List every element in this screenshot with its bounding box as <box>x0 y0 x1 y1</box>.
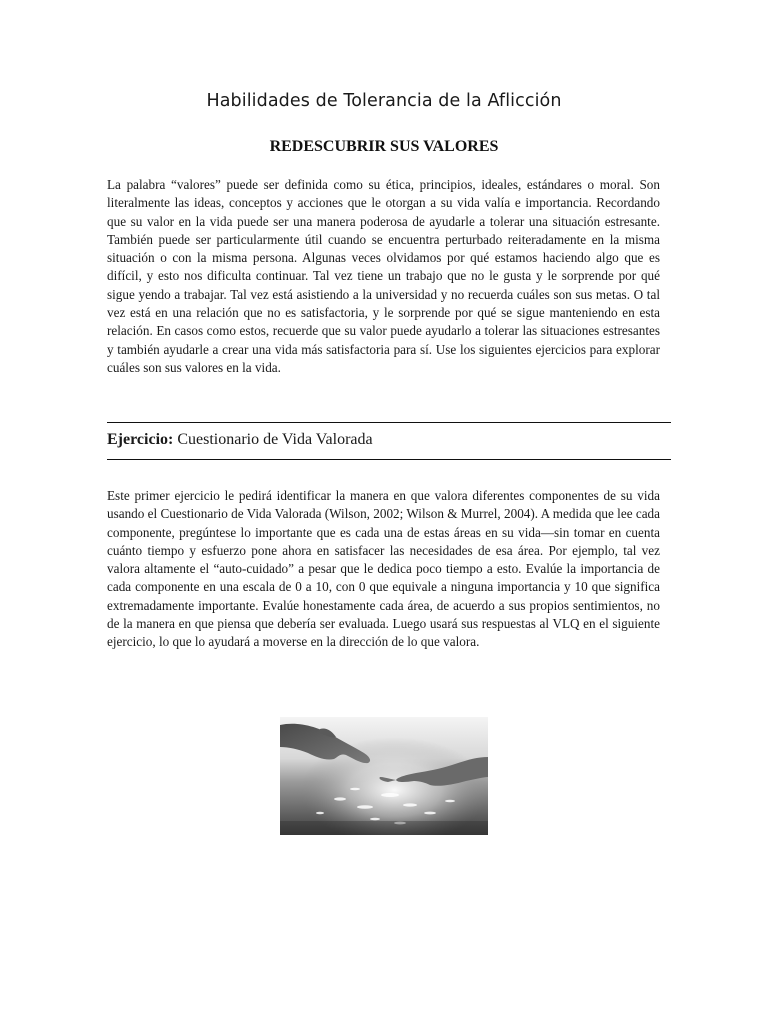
intro-paragraph: La palabra “valores” puede ser definida como su ética, principios, ideales, estándares o moral. Son literalmente las ideas, conceptos y acciones que le otorgan a su vida valía e importancia. Recordando que su valor en la vida puede ser una manera poderosa de ayudarle a tolerar una situación estresante. También puede ser particularmente útil cuando se encuentra perturbado reiteradamente en la misma situación o con la misma persona. Algunas veces olvidamos por qué estamos haciendo algo que es difícil, y esto nos dificulta continuar. Tal vez tiene un trabajo que no le gusta y le sorprende por qué sigue yendo a trabajar. Tal vez está asistiendo a la universidad y no recuerda cuáles son sus metas. O tal vez está en una relación que no es satisfactoria, y le sorprende por qué se sigue manteniendo en esta relación. En casos como estos, recuerde que su valor puede ayudarlo a tolerar las situaciones estresantes y también ayudarle a crear una vida más satisfactoria para sí. Use los siguientes ejercicios para explorar cuáles son sus valores en la vida. <box>107 177 660 375</box>
page-title: Habilidades de Tolerancia de la Aflicción <box>206 91 562 111</box>
exercise-label: Ejercicio: <box>107 431 174 448</box>
exercise-top-divider <box>107 422 671 423</box>
section-heading: REDESCUBRIR SUS VALORES <box>269 138 499 155</box>
exercise-bottom-divider <box>107 459 671 460</box>
exercise-name: Cuestionario de Vida Valorada <box>177 431 373 448</box>
hands-over-water-photo <box>280 717 488 835</box>
exercise-heading <box>107 431 373 449</box>
photo-illustration <box>280 717 488 835</box>
exercise-paragraph: Este primer ejercicio le pedirá identificar la manera en que valora diferentes componentes de su vida usando el Cuestionario de Vida Valorada (Wilson, 2002; Wilson & Murrel, 2004). A medida que lee cada componente, pregúntese lo importante que es cada una de estas áreas en su vida—sin tomar en cuenta cuánto tiempo y esfuerzo pone ahora en satisfacer las necesidades de esa área. Por ejemplo, tal vez valora altamente el “auto-cuidado” a pesar que le dedica poco tiempo a esto. Evalúe la importancia de cada componente en una escala de 0 a 10, con 0 que equivale a ninguna importancia y 10 que significa extremadamente importante. Evalúe honestamente cada área, de acuerdo a sus propios sentimientos, no de la manera en que piensa que debería ser evaluada. Luego usará sus respuestas al VLQ en el siguiente ejercicio, lo que lo ayudará a moverse en la dirección de lo que valora. <box>107 488 661 650</box>
